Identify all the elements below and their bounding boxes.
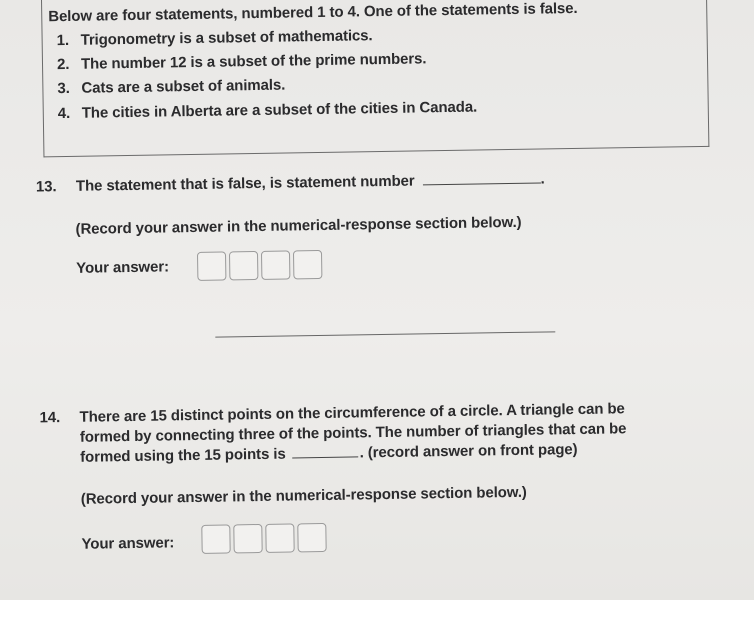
- statement-text: Cats are a subset of animals.: [81, 76, 286, 97]
- q13-prompt: [36, 170, 545, 195]
- statement-text: The number 12 is a subset of the prime numbers.: [80, 50, 427, 73]
- statement-3: [57, 77, 285, 98]
- q14-text-before-blank: formed using the 15 points is: [80, 445, 286, 466]
- q14-answer-label: Your answer:: [81, 534, 175, 553]
- response-cell[interactable]: [297, 523, 326, 552]
- q14-line-3: [80, 441, 578, 466]
- statement-number: 3.: [57, 79, 70, 98]
- bottom-margin: [0, 600, 754, 636]
- statement-number: 4.: [57, 104, 71, 123]
- response-cell[interactable]: [229, 251, 258, 280]
- response-cell[interactable]: [265, 523, 294, 552]
- q13-bold-word: false: [227, 174, 262, 193]
- response-cell[interactable]: [293, 250, 322, 279]
- q13-record-note: (Record your answer in the numerical-response section below.): [75, 213, 522, 238]
- q13-response-boxes: [197, 250, 322, 281]
- q14-text-after-blank: . (record answer on front page): [359, 440, 578, 462]
- response-cell[interactable]: [197, 251, 226, 280]
- statement-text: The cities in Alberta are a subset of the cities in Canada.: [81, 98, 478, 122]
- response-cell[interactable]: [233, 524, 262, 553]
- q14-response-boxes: [201, 523, 326, 554]
- q14-answer-blank[interactable]: [292, 456, 358, 458]
- response-cell[interactable]: [261, 250, 290, 279]
- q13-answer-label: Your answer:: [76, 258, 170, 277]
- q14-text-line-1: There are 15 distinct points on the circumference of a circle. A triangle can be: [79, 400, 625, 426]
- intro-lead: Below are four statements, numbered 1 to 4. One of the statements is false.: [48, 0, 578, 26]
- statement-number: 2.: [56, 55, 70, 74]
- q13-text-after: , is statement number: [261, 172, 415, 192]
- q13-text-before: The statement that is: [75, 175, 229, 195]
- section-divider: [215, 331, 555, 337]
- statement-text: Trigonometry is a subset of mathematics.: [80, 27, 373, 49]
- q14-line-2: formed by connecting three of the points. The number of triangles that can be: [79, 420, 627, 446]
- q13-number: 13.: [35, 178, 57, 196]
- q14-record-note: (Record your answer in the numerical-response section below.): [80, 483, 527, 508]
- response-cell[interactable]: [201, 524, 230, 553]
- q13-end-mark: .: [540, 170, 545, 188]
- q13-answer-blank[interactable]: [423, 183, 541, 186]
- statement-number: 1.: [56, 31, 70, 50]
- q14-number: 14.: [39, 409, 61, 427]
